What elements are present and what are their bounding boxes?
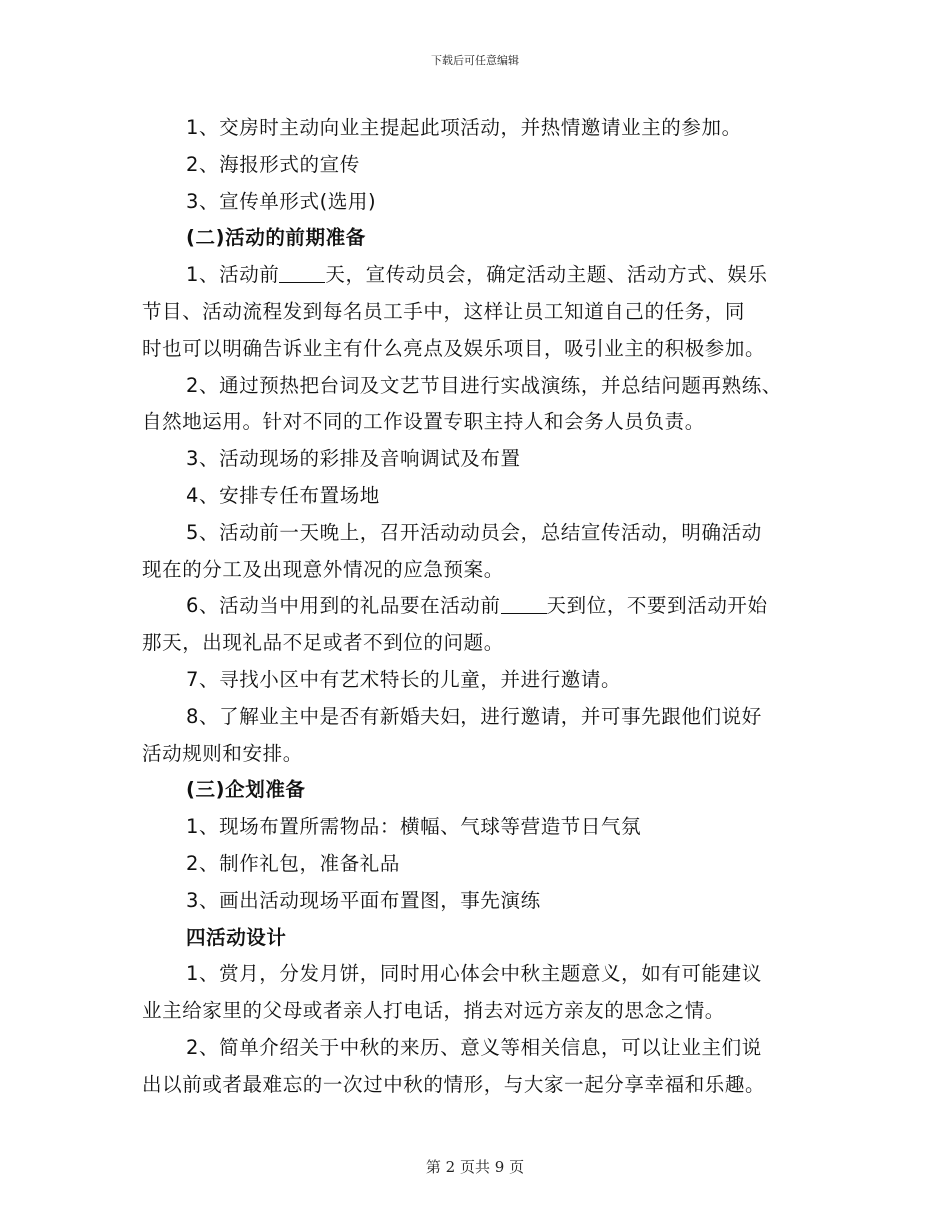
page-header: 下载后可任意编辑 (431, 54, 519, 67)
fill-in-blank (279, 262, 325, 283)
paragraph-line: 2、制作礼包，准备礼品 (186, 851, 401, 875)
section-heading-preparation: (二)活动的前期准备 (186, 226, 366, 250)
paragraph-line: 出以前或者最难忘的一次过中秋的情形，与大家一起分享幸福和乐趣。 (142, 1072, 766, 1096)
paragraph-line: 2、简单介绍关于中秋的来历、意义等相关信息，可以让业主们说 (186, 1035, 762, 1059)
list-item-2: 2、海报形式的宣传 (186, 152, 360, 176)
paragraph-line: 业主给家里的父母或者亲人打电话，捎去对远方亲友的思念之情。 (142, 999, 725, 1023)
paragraph-line (142, 588, 832, 625)
section-heading-planning: (三)企划准备 (186, 778, 306, 802)
list-item-3: 3、宣传单形式(选用) (186, 189, 377, 213)
paragraph-line: 1、现场布置所需物品：横幅、气球等营造节日气氛 (186, 815, 642, 839)
paragraph-line: 时也可以明确告诉业主有什么亮点及娱乐项目，吸引业主的积极参加。 (142, 336, 766, 360)
paragraph-line: 那天，出现礼品不足或者不到位的问题。 (142, 631, 504, 655)
paragraph-line: 7、寻找小区中有艺术特长的儿童，并进行邀请。 (186, 667, 622, 691)
paragraph-line: 3、画出活动现场平面布置图，事先演练 (186, 888, 541, 912)
page-footer: 第 2 页共 9 页 (425, 1158, 525, 1176)
paragraph-line: 8、了解业主中是否有新婚夫妇，进行邀请，并可事先跟他们说好 (186, 704, 762, 728)
paragraph-line: 3、活动现场的彩排及音响调试及布置 (186, 447, 521, 471)
paragraph-line: 活动规则和安排。 (142, 741, 303, 765)
paragraph-line: 1、赏月，分发月饼，同时用心体会中秋主题意义，如有可能建议 (186, 962, 762, 986)
list-item-1: 1、交房时主动向业主提起此项活动，并热情邀请业主的参加。 (186, 116, 742, 139)
paragraph-line: 现在的分工及出现意外情况的应急预案。 (142, 557, 504, 581)
text-before-blank: 1、活动前 (186, 263, 280, 287)
paragraph-line: 节目、活动流程发到每名员工手中，这样让员工知道自己的任务，同 (142, 299, 746, 323)
paragraph-line: 自然地运用。针对不同的工作设置专职主持人和会务人员负责。 (142, 410, 705, 434)
paragraph-line (142, 257, 832, 294)
text-after-blank: 天，宣传动员会，确定活动主题、活动方式、娱乐 (325, 263, 768, 287)
fill-in-blank (501, 593, 547, 614)
text-after-blank: 天到位，不要到活动开始 (546, 594, 768, 618)
text-before-blank: 6、活动当中用到的礼品要在活动前 (186, 594, 501, 618)
paragraph-line: 4、安排专任布置场地 (186, 483, 380, 507)
document-body (142, 110, 832, 1104)
section-heading-activity-design: 四活动设计 (186, 925, 287, 949)
paragraph-line: 2、通过预热把台词及文艺节目进行实战演练，并总结问题再熟练、 (186, 373, 782, 397)
paragraph-line: 5、活动前一天晚上，召开活动动员会，总结宣传活动，明确活动 (186, 520, 762, 544)
